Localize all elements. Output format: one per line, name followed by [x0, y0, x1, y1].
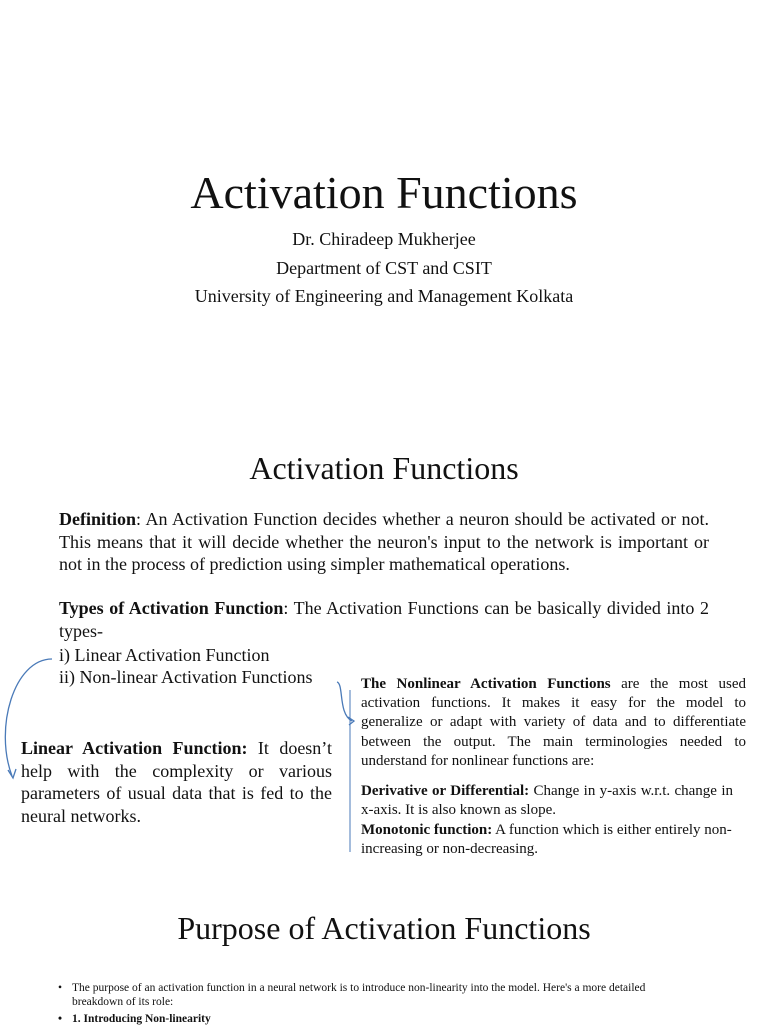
nonlinear-text: are the most used activation functions. It makes it easy for the model to generalize or adapt with variety of data and to differentiate between the output. The main terminologies needed to understand for nonlinear functions are: — [361, 676, 746, 769]
type-nonlinear-item: ii) Non-linear Activation Functions — [59, 667, 313, 687]
linear-text: It doesn’t help with the complexity or various parameters of usual data that is fed to the neural networks. — [21, 738, 332, 827]
linear-label: Linear Activation Function: — [21, 738, 248, 758]
title-slide — [0, 0, 768, 408]
derivative-text: Change in y-axis w.r.t. change in x-axis. It is also known as slope. — [361, 783, 733, 819]
author-name: Dr. Chiradeep Mukherjee — [292, 229, 476, 249]
definition-text: : An Activation Function decides whether a neuron should be activated or not. This means that it will decide whether the neuron's input to the network is important or not in the process of prediction using simpler mathematical operations. — [59, 509, 709, 574]
types-label: Types of Activation Function — [59, 598, 284, 618]
monotonic-label: Monotonic function: — [361, 822, 493, 838]
university-name: University of Engineering and Management Kolkata — [194, 286, 574, 306]
slide-title: Purpose of Activation Functions — [177, 910, 591, 946]
nonlinear-description — [361, 675, 746, 771]
bullet-item: • The purpose of an activation function in a neural network is to introduce non-linearity into the model. Here's a more detailed breakdown of its role: — [72, 982, 692, 1009]
types-text: : The Activation Functions can be basically divided into 2 types- — [59, 598, 709, 641]
linear-connector-arrowhead — [8, 769, 16, 778]
nonlinear-label: The Nonlinear Activation Functions — [361, 676, 611, 692]
slide-title: Activation Functions — [190, 167, 578, 218]
monotonic-text: A function which is either entirely non-increasing or non-decreasing. — [361, 822, 732, 858]
derivative-label: Derivative or Differential: — [361, 783, 530, 799]
type-linear-item: i) Linear Activation Function — [59, 645, 270, 665]
derivative-term — [361, 782, 733, 820]
department-name: Department of CST and CSIT — [276, 258, 492, 278]
slide-title: Activation Functions — [249, 450, 519, 486]
bullet-item: • 1. Introducing Non-linearity — [72, 1013, 692, 1027]
definition-label: Definition — [59, 509, 137, 529]
definition-slide — [0, 408, 768, 892]
monotonic-term — [361, 821, 733, 859]
linear-description — [21, 737, 332, 828]
purpose-slide — [0, 892, 768, 1024]
